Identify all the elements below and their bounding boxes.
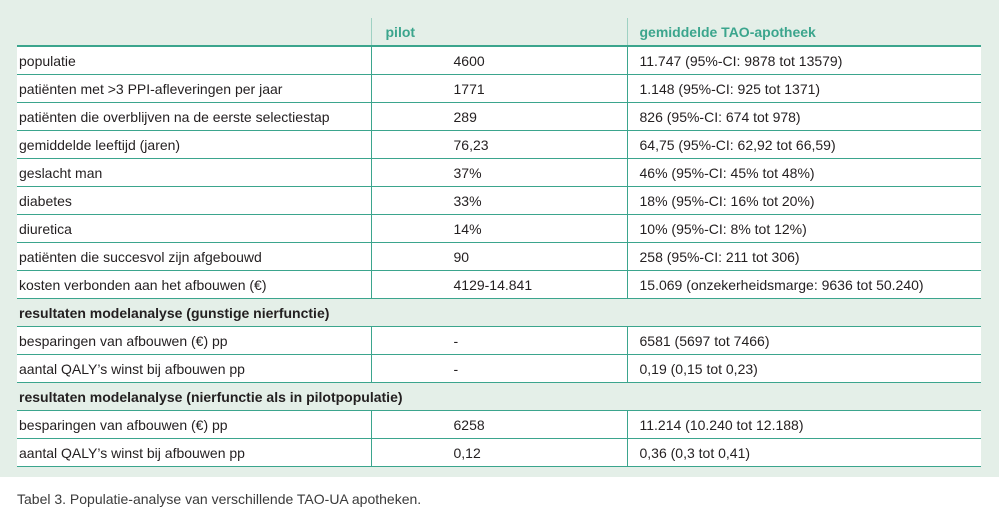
row-label-cell: geslacht man [17, 159, 371, 187]
average-value-cell: 18% (95%-CI: 16% tot 20%) [627, 187, 981, 215]
average-value-cell: 826 (95%-CI: 674 tot 978) [627, 103, 981, 131]
pilot-value-cell: 14% [371, 215, 627, 243]
average-value-cell: 6581 (5697 tot 7466) [627, 327, 981, 355]
row-label-cell: patiënten die overblijven na de eerste selectiestap [17, 103, 371, 131]
table-row [17, 46, 981, 75]
table-row [17, 271, 981, 299]
average-value-cell: 258 (95%-CI: 211 tot 306) [627, 243, 981, 271]
average-value-cell: 46% (95%-CI: 45% tot 48%) [627, 159, 981, 187]
table-caption: Tabel 3. Populatie-analyse van verschillende TAO-UA apotheken. [17, 491, 422, 507]
pilot-value-cell: 33% [371, 187, 627, 215]
row-label-cell: aantal QALY’s winst bij afbouwen pp [17, 439, 371, 467]
pilot-value-cell: 37% [371, 159, 627, 187]
header-pilot: pilot [371, 18, 627, 46]
table-body [17, 46, 981, 467]
average-value-cell: 0,36 (0,3 tot 0,41) [627, 439, 981, 467]
section-header-label: resultaten modelanalyse (gunstige nierfunctie) [17, 299, 981, 327]
section-header-row [17, 383, 981, 411]
table-row [17, 355, 981, 383]
table-row [17, 439, 981, 467]
table-row [17, 75, 981, 103]
header-label-column [17, 18, 371, 46]
average-value-cell: 15.069 (onzekerheidsmarge: 9636 tot 50.240) [627, 271, 981, 299]
table-row [17, 243, 981, 271]
pilot-value-cell: 90 [371, 243, 627, 271]
row-label-cell: besparingen van afbouwen (€) pp [17, 411, 371, 439]
pilot-value-cell: - [371, 355, 627, 383]
section-header-label: resultaten modelanalyse (nierfunctie als in pilotpopulatie) [17, 383, 981, 411]
table-row [17, 103, 981, 131]
average-value-cell: 64,75 (95%-CI: 62,92 tot 66,59) [627, 131, 981, 159]
row-label-cell: aantal QALY’s winst bij afbouwen pp [17, 355, 371, 383]
header-average-pharmacy: gemiddelde TAO-apotheek [627, 18, 981, 46]
row-label-cell: diuretica [17, 215, 371, 243]
average-value-cell: 11.747 (95%-CI: 9878 tot 13579) [627, 46, 981, 75]
average-value-cell: 0,19 (0,15 tot 0,23) [627, 355, 981, 383]
average-value-cell: 1.148 (95%-CI: 925 tot 1371) [627, 75, 981, 103]
table-row [17, 187, 981, 215]
table-row [17, 411, 981, 439]
table-row [17, 131, 981, 159]
pilot-value-cell: 289 [371, 103, 627, 131]
row-label-cell: kosten verbonden aan het afbouwen (€) [17, 271, 371, 299]
table-row [17, 159, 981, 187]
table-row [17, 327, 981, 355]
pilot-value-cell: 6258 [371, 411, 627, 439]
average-value-cell: 10% (95%-CI: 8% tot 12%) [627, 215, 981, 243]
population-analysis-table [17, 18, 981, 467]
table-row [17, 215, 981, 243]
row-label-cell: besparingen van afbouwen (€) pp [17, 327, 371, 355]
pilot-value-cell: 4600 [371, 46, 627, 75]
pilot-value-cell: 4129-14.841 [371, 271, 627, 299]
average-value-cell: 11.214 (10.240 tot 12.188) [627, 411, 981, 439]
pilot-value-cell: 1771 [371, 75, 627, 103]
row-label-cell: patiënten met >3 PPI-afleveringen per jaar [17, 75, 371, 103]
row-label-cell: patiënten die succesvol zijn afgebouwd [17, 243, 371, 271]
row-label-cell: gemiddelde leeftijd (jaren) [17, 131, 371, 159]
table-header-row [17, 18, 981, 46]
pilot-value-cell: 0,12 [371, 439, 627, 467]
pilot-value-cell: 76,23 [371, 131, 627, 159]
pilot-value-cell: - [371, 327, 627, 355]
row-label-cell: populatie [17, 46, 371, 75]
section-header-row [17, 299, 981, 327]
row-label-cell: diabetes [17, 187, 371, 215]
